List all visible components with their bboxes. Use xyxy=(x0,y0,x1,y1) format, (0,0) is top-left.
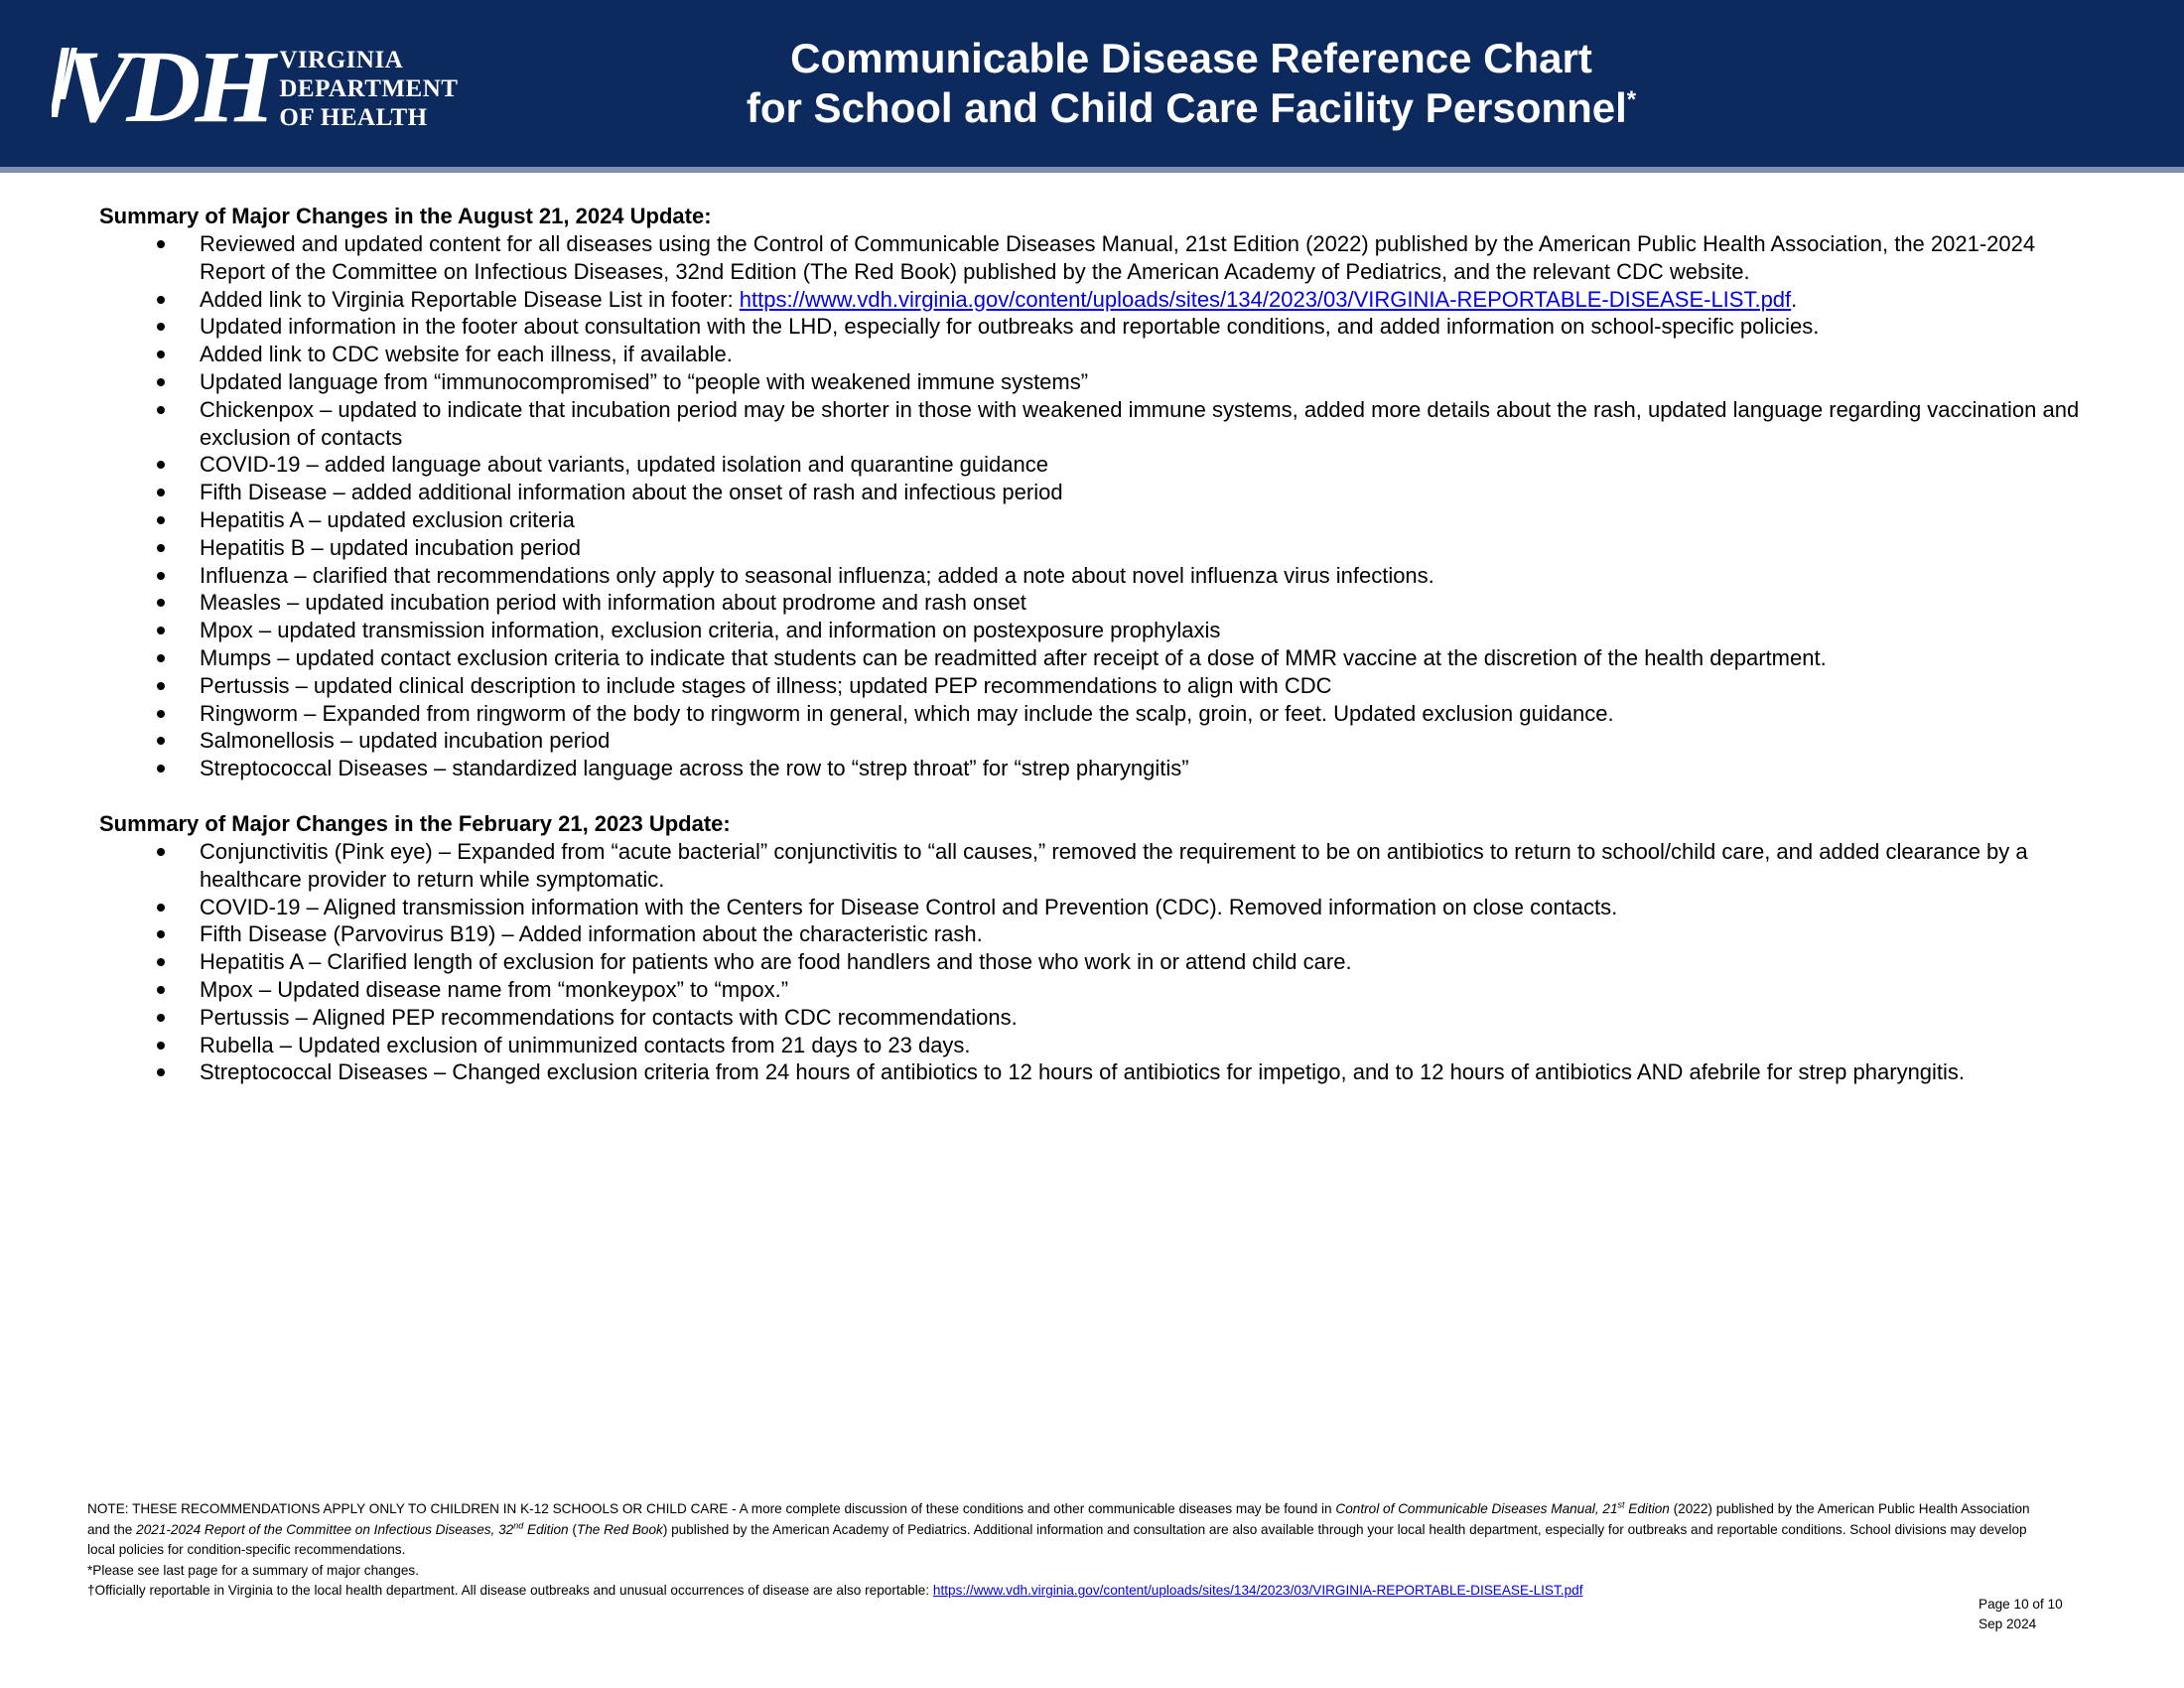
list-item-text: COVID-19 – Aligned transmission information with the Centers for Disease Control and Prevention (CDC). Removed information on close contacts. xyxy=(200,894,1618,919)
bullet-icon xyxy=(157,296,165,304)
bullet-icon xyxy=(157,544,165,552)
list-item xyxy=(99,894,2095,921)
list-item-text: Added link to Virginia Reportable Disease List in footer: xyxy=(200,286,740,312)
list-item-text: Influenza – clarified that recommendations only apply to seasonal influenza; added a note about novel influenza virus infections. xyxy=(200,562,1434,588)
list-item-text: Reviewed and updated content for all diseases using the Control of Communicable Diseases Manual, 21st Edition (2022) published by the American Public Health Association, the 2021-2024 Report of the Committee on Infectious Diseases, 32nd Edition (The Red Book) published by the American Academy of Pediatrics, and the relevant CDC website. xyxy=(200,231,2036,284)
bullet-icon xyxy=(157,1042,165,1050)
bullet-icon xyxy=(157,904,165,912)
note-text-mid2: ( xyxy=(568,1521,577,1537)
list-item xyxy=(99,368,2095,396)
title-line-2 xyxy=(457,83,1926,133)
title-line-1: Communicable Disease Reference Chart xyxy=(790,35,1592,81)
list-item-text: Streptococcal Diseases – standardized language across the row to “strep throat” for “strep pharyngitis” xyxy=(200,756,1189,781)
list-item xyxy=(99,727,2095,755)
bullet-icon xyxy=(157,461,165,469)
bullet-icon xyxy=(157,627,165,634)
note-text-start: NOTE: THESE RECOMMENDATIONS APPLY ONLY TO CHILDREN IN K-12 SCHOOLS OR CHILD CARE - A more complete discussion of these conditions and other communicable diseases may be found in xyxy=(87,1501,1336,1516)
list-item xyxy=(99,838,2095,894)
revision-date: Sep 2024 xyxy=(1979,1617,2037,1631)
changes-list-2023 xyxy=(99,838,2095,1086)
dagger-note-text: †Officially reportable in Virginia to the local health department. All disease outbreaks and unusual occurrences of disease are also reportable: xyxy=(87,1583,933,1599)
list-item-text: Rubella – Updated exclusion of unimmunized contacts from 21 days to 23 days. xyxy=(200,1032,971,1057)
bullet-icon xyxy=(157,930,165,938)
list-item-text: Streptococcal Diseases – Changed exclusion criteria from 24 hours of antibiotics to 12 hours of antibiotics for impetigo, and to 12 hours of antibiotics AND afebrile for strep pharyngitis. xyxy=(200,1059,1966,1085)
note-manual-edition: Edition xyxy=(1624,1501,1670,1516)
header-divider xyxy=(0,167,2184,173)
bullet-icon xyxy=(157,1014,165,1022)
bullet-icon xyxy=(157,572,165,580)
list-item xyxy=(99,755,2095,782)
bullet-icon xyxy=(157,765,165,773)
note-report-edition: Edition xyxy=(523,1521,569,1537)
list-item-text: Pertussis – updated clinical description to include stages of illness; updated PEP recommendations to align with CDC xyxy=(200,672,1332,698)
title-asterisk: * xyxy=(1626,86,1637,113)
list-item xyxy=(99,644,2095,672)
bullet-icon xyxy=(157,710,165,718)
note-text-end: ) published by the American Academy of Pediatrics. Additional information and consultation are also available through your local health department, especially for outbreaks and reportable conditions. School divisions may develop local policies for condition-specific recommendations. xyxy=(87,1521,2027,1558)
list-item-suffix: . xyxy=(1791,286,1798,312)
logo-line-3: OF HEALTH xyxy=(279,104,428,131)
note-manual-text: Control of Communicable Diseases Manual, 21 xyxy=(1335,1501,1618,1516)
list-item xyxy=(99,948,2095,976)
note-report-title xyxy=(136,1522,568,1537)
list-item-text: Measles – updated incubation period with information about prodrome and rash onset xyxy=(200,590,1026,616)
list-item-text: Hepatitis A – Clarified length of exclusion for patients who are food handlers and those who work in or attend child care. xyxy=(200,949,1352,975)
list-item xyxy=(99,451,2095,479)
list-item-text: Chickenpox – updated to indicate that incubation period may be shorter in those with weakened immune systems, added more details about the rash, updated language regarding vaccination and exclusion of contacts xyxy=(200,396,2080,450)
footer-note xyxy=(87,1499,2053,1561)
list-item xyxy=(99,617,2095,644)
list-item-text: COVID-19 – added language about variants, updated isolation and quarantine guidance xyxy=(200,452,1048,478)
list-item-text: Fifth Disease – added additional information about the onset of rash and infectious period xyxy=(200,480,1063,505)
bullet-icon xyxy=(157,958,165,966)
list-item-text: Hepatitis A – updated exclusion criteria xyxy=(200,506,575,532)
list-item-text: Conjunctivitis (Pink eye) – Expanded from “acute bacterial” conjunctivitis to “all causes,” removed the requirement to be on antibiotics to return to school/child care, and added clearance by a healthcare provider to return while symptomatic. xyxy=(200,838,2028,892)
asterisk-note: *Please see last page for a summary of major changes. xyxy=(87,1562,419,1578)
bullet-icon xyxy=(157,848,165,856)
list-item-text: Added link to CDC website for each illness, if available. xyxy=(200,342,733,367)
bullet-icon xyxy=(157,599,165,607)
note-report-sup: nd xyxy=(513,1520,524,1531)
main-content xyxy=(99,203,2095,1086)
logo-letters-text: VDH xyxy=(64,30,270,144)
section-spacer xyxy=(99,782,2095,810)
list-item xyxy=(99,313,2095,341)
list-item-text: Mumps – updated contact exclusion criteria to indicate that students can be readmitted after receipt of a dose of MMR vaccine at the discretion of the health department. xyxy=(200,644,1827,670)
header-banner xyxy=(0,0,2184,171)
note-redbook: The Red Book xyxy=(576,1521,663,1537)
page-title xyxy=(457,34,1926,133)
list-item xyxy=(99,1058,2095,1086)
list-item xyxy=(99,479,2095,506)
note-manual-title xyxy=(1335,1501,1669,1516)
list-item xyxy=(99,589,2095,617)
list-item xyxy=(99,700,2095,728)
list-item xyxy=(99,534,2095,562)
note-report-text: 2021-2024 Report of the Committee on Infectious Diseases, 32 xyxy=(136,1521,514,1537)
bullet-icon xyxy=(157,406,165,414)
footer-notes xyxy=(87,1499,2053,1602)
list-item xyxy=(99,396,2095,452)
list-item-text: Salmonellosis – updated incubation period xyxy=(200,728,611,754)
dagger-note xyxy=(87,1581,2053,1602)
changes-list-2024 xyxy=(99,230,2095,782)
title-line-2-text: for School and Child Care Facility Personnel xyxy=(746,84,1627,131)
logo-letters xyxy=(52,30,270,144)
list-item-text: Mpox – Updated disease name from “monkeypox” to “mpox.” xyxy=(200,976,789,1002)
bullet-icon xyxy=(157,1068,165,1076)
bullet-icon xyxy=(157,654,165,662)
list-item xyxy=(99,1032,2095,1059)
page-info xyxy=(1979,1595,2063,1634)
logo-wordmark xyxy=(279,46,458,132)
list-item xyxy=(99,230,2095,286)
list-item xyxy=(99,672,2095,700)
list-item-text: Pertussis – Aligned PEP recommendations for contacts with CDC recommendations. xyxy=(200,1004,1018,1030)
bullet-icon xyxy=(157,240,165,248)
bullet-icon xyxy=(157,516,165,524)
note-manual-sup: st xyxy=(1617,1499,1625,1510)
page-number: Page 10 of 10 xyxy=(1979,1597,2063,1612)
list-item-text: Ringworm – Expanded from ringworm of the body to ringworm in general, which may include the scalp, groin, or feet. Updated exclusion guidance. xyxy=(200,700,1614,726)
list-item xyxy=(99,562,2095,590)
note-text-mid1: (2022) published by the American Public Health Association and the xyxy=(87,1501,2030,1537)
bullet-icon xyxy=(157,489,165,496)
list-item xyxy=(99,976,2095,1004)
list-item xyxy=(99,920,2095,948)
list-item-text: Updated language from “immunocompromised” to “people with weakened immune systems” xyxy=(200,368,1089,394)
list-item-text: Hepatitis B – updated incubation period xyxy=(200,534,582,560)
logo-line-1: VIRGINIA xyxy=(279,47,404,73)
list-item xyxy=(99,341,2095,368)
bullet-icon xyxy=(157,323,165,331)
reportable-disease-list-link[interactable]: https://www.vdh.virginia.gov/content/uploads/sites/134/2023/03/VIRGINIA-REPORTABLE-DISEASE-LIST.pdf xyxy=(739,286,1792,312)
bullet-icon xyxy=(157,682,165,690)
logo-line-2: DEPARTMENT xyxy=(279,75,459,102)
list-item-text: Updated information in the footer about consultation with the LHD, especially for outbreaks and reportable conditions, and added information on school-specific policies. xyxy=(200,314,1820,340)
bullet-icon xyxy=(157,378,165,386)
bullet-icon xyxy=(157,351,165,358)
list-item xyxy=(99,506,2095,534)
section-heading-2023: Summary of Major Changes in the February 21, 2023 Update: xyxy=(99,810,731,836)
list-item-text: Mpox – updated transmission information, exclusion criteria, and information on postexposure prophylaxis xyxy=(200,618,1221,643)
bullet-icon xyxy=(157,986,165,994)
list-item-text: Fifth Disease (Parvovirus B19) – Added information about the characteristic rash. xyxy=(200,921,983,947)
list-item xyxy=(99,1004,2095,1032)
reportable-disease-list-link-footer[interactable]: https://www.vdh.virginia.gov/content/uploads/sites/134/2023/03/VIRGINIA-REPORTABLE-DISEASE-LIST.pdf xyxy=(932,1583,1583,1599)
section-heading-2024: Summary of Major Changes in the August 21, 2024 Update: xyxy=(99,204,712,228)
vdh-logo xyxy=(52,30,459,144)
bullet-icon xyxy=(157,737,165,745)
list-item-link xyxy=(99,286,2095,314)
